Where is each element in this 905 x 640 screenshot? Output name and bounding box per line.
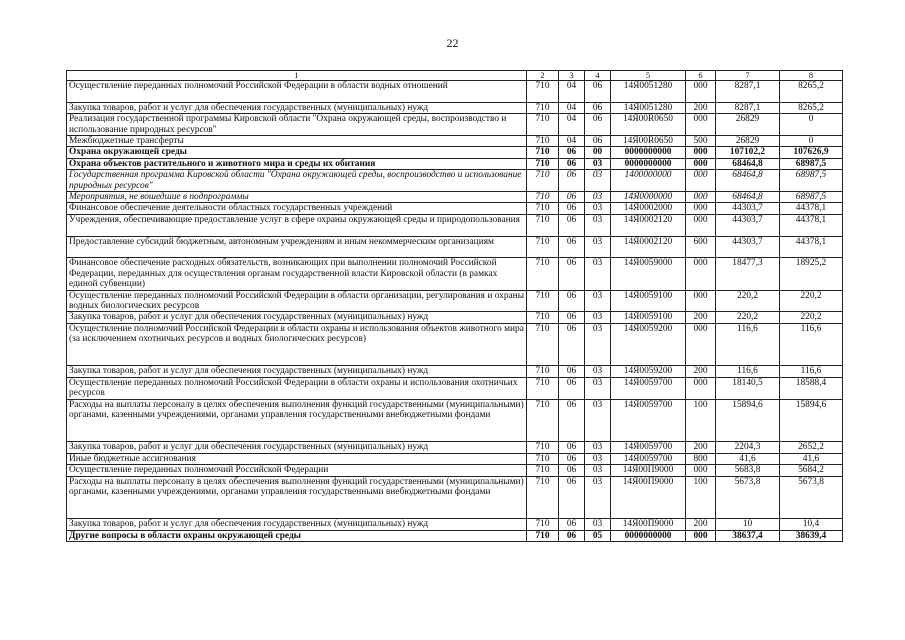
row-code-target: 14Я0059100	[611, 290, 686, 312]
table-row	[67, 114, 843, 136]
row-code-type: 000	[686, 114, 716, 136]
row-code-section: 06	[559, 465, 585, 476]
row-code-section: 06	[559, 192, 585, 203]
row-code-target: 14Я0059700	[611, 442, 686, 453]
row-value-year2: 44378,1	[780, 214, 843, 236]
row-code-subsection: 03	[585, 192, 611, 203]
row-value-year1: 116,6	[716, 366, 780, 377]
row-name: Иные бюджетные ассигнования	[67, 453, 527, 464]
header-cell: 8	[780, 71, 843, 81]
row-name: Закупка товаров, работ и услуг для обеспечения государственных (муниципальных) нужд	[67, 366, 527, 377]
table-row	[67, 453, 843, 464]
row-value-year1: 68464,8	[716, 170, 780, 192]
row-code-ministry: 710	[527, 312, 559, 323]
row-code-type: 000	[686, 81, 716, 103]
row-code-target: 14Я0059100	[611, 312, 686, 323]
row-value-year2: 41,6	[780, 453, 843, 464]
row-code-subsection: 05	[585, 530, 611, 541]
row-value-year2: 15894,6	[780, 399, 843, 442]
row-code-type: 200	[686, 102, 716, 113]
row-value-year2: 44378,1	[780, 236, 843, 258]
row-code-section: 06	[559, 214, 585, 236]
row-code-section: 06	[559, 366, 585, 377]
row-code-type: 200	[686, 519, 716, 530]
row-code-type: 000	[686, 258, 716, 290]
row-name: Закупка товаров, работ и услуг для обеспечения государственных (муниципальных) нужд	[67, 519, 527, 530]
row-value-year2: 220,2	[780, 312, 843, 323]
row-value-year2: 8265,2	[780, 102, 843, 113]
row-code-subsection: 03	[585, 214, 611, 236]
row-code-ministry: 710	[527, 465, 559, 476]
row-code-type: 500	[686, 136, 716, 147]
row-value-year2: 5684,2	[780, 465, 843, 476]
row-code-subsection: 03	[585, 170, 611, 192]
row-name: Учреждения, обеспечивающие предоставление услуг в сфере охраны окружающей среды и природопользования	[67, 214, 527, 236]
row-value-year1: 220,2	[716, 290, 780, 312]
row-value-year1: 8287,1	[716, 81, 780, 103]
table-row	[67, 214, 843, 236]
row-code-target: 14Я0059700	[611, 453, 686, 464]
row-code-type: 100	[686, 476, 716, 519]
table-row	[67, 312, 843, 323]
row-value-year1: 44303,7	[716, 203, 780, 214]
row-value-year1: 116,6	[716, 323, 780, 366]
row-name: Финансовое обеспечение деятельности областных государственных учреждений	[67, 203, 527, 214]
row-code-target: 14Я00П9000	[611, 519, 686, 530]
table-row	[67, 158, 843, 169]
row-code-subsection: 03	[585, 465, 611, 476]
table-row	[67, 258, 843, 290]
row-code-target: 1400000000	[611, 170, 686, 192]
row-code-subsection: 06	[585, 102, 611, 113]
budget-table	[66, 70, 843, 542]
row-value-year2: 38639,4	[780, 530, 843, 541]
row-code-type: 000	[686, 158, 716, 169]
row-code-subsection: 06	[585, 81, 611, 103]
row-value-year2: 68987,5	[780, 192, 843, 203]
row-code-target: 14Я0002120	[611, 236, 686, 258]
row-code-subsection: 03	[585, 258, 611, 290]
row-value-year2: 116,6	[780, 323, 843, 366]
row-code-target: 14Я00П9000	[611, 465, 686, 476]
table-row	[67, 170, 843, 192]
row-code-target: 0000000000	[611, 147, 686, 158]
row-code-target: 14Я0002000	[611, 203, 686, 214]
row-value-year2: 5673,8	[780, 476, 843, 519]
row-value-year2: 107626,9	[780, 147, 843, 158]
row-value-year1: 15894,6	[716, 399, 780, 442]
header-cell: 2	[527, 71, 559, 81]
row-code-section: 06	[559, 312, 585, 323]
row-code-ministry: 710	[527, 399, 559, 442]
row-code-ministry: 710	[527, 453, 559, 464]
row-code-ministry: 710	[527, 214, 559, 236]
row-name: Осуществление переданных полномочий Российской Федерации в области организации, регулирования и охраны водных биологических ресурсов	[67, 290, 527, 312]
row-code-section: 06	[559, 442, 585, 453]
row-value-year1: 44303,7	[716, 236, 780, 258]
row-code-section: 06	[559, 236, 585, 258]
row-value-year2: 68987,5	[780, 170, 843, 192]
row-code-section: 06	[559, 170, 585, 192]
row-code-ministry: 710	[527, 81, 559, 103]
row-value-year2: 18925,2	[780, 258, 843, 290]
row-code-ministry: 710	[527, 102, 559, 113]
row-name: Осуществление переданных полномочий Российской Федерации в области охраны и использования охотничьих ресурсов	[67, 377, 527, 399]
row-code-subsection: 06	[585, 114, 611, 136]
table-row	[67, 192, 843, 203]
table-row	[67, 442, 843, 453]
row-value-year1: 5683,8	[716, 465, 780, 476]
row-code-type: 000	[686, 377, 716, 399]
row-code-type: 000	[686, 203, 716, 214]
row-code-type: 800	[686, 453, 716, 464]
row-value-year1: 68464,8	[716, 158, 780, 169]
row-code-section: 06	[559, 377, 585, 399]
row-value-year1: 18140,5	[716, 377, 780, 399]
row-code-section: 06	[559, 147, 585, 158]
header-row	[67, 71, 843, 81]
header-cell: 1	[67, 71, 527, 81]
row-value-year2: 116,6	[780, 366, 843, 377]
row-value-year1: 220,2	[716, 312, 780, 323]
row-code-ministry: 710	[527, 236, 559, 258]
row-code-section: 04	[559, 81, 585, 103]
row-code-section: 06	[559, 476, 585, 519]
row-name: Реализация государственной программы Кировской области "Охрана окружающей среды, воспроизводство и использование природных ресурсов"	[67, 114, 527, 136]
row-code-target: 14Я0002120	[611, 214, 686, 236]
row-value-year1: 41,6	[716, 453, 780, 464]
row-code-type: 100	[686, 399, 716, 442]
row-value-year1: 44303,7	[716, 214, 780, 236]
row-code-ministry: 710	[527, 290, 559, 312]
row-code-target: 0000000000	[611, 158, 686, 169]
row-code-type: 000	[686, 290, 716, 312]
row-name: Закупка товаров, работ и услуг для обеспечения государственных (муниципальных) нужд	[67, 442, 527, 453]
row-name: Осуществление переданных полномочий Российской Федерации	[67, 465, 527, 476]
table-row	[67, 81, 843, 103]
row-code-ministry: 710	[527, 114, 559, 136]
row-code-section: 06	[559, 323, 585, 366]
row-value-year2: 2652,2	[780, 442, 843, 453]
header-cell: 4	[585, 71, 611, 81]
row-code-target: 14Я0059200	[611, 323, 686, 366]
row-value-year2: 220,2	[780, 290, 843, 312]
row-code-section: 06	[559, 453, 585, 464]
row-code-ministry: 710	[527, 377, 559, 399]
table-row	[67, 323, 843, 366]
row-code-section: 04	[559, 102, 585, 113]
row-code-target: 14Я0059700	[611, 377, 686, 399]
row-code-type: 200	[686, 312, 716, 323]
row-code-subsection: 03	[585, 366, 611, 377]
row-code-section: 04	[559, 114, 585, 136]
row-code-section: 06	[559, 158, 585, 169]
row-code-ministry: 710	[527, 158, 559, 169]
row-name: Осуществление полномочий Российской Федерации в области охраны и использования объектов животного мира (за исключением охотничьих ресурсов и водных биологических ресурсов)	[67, 323, 527, 366]
row-name: Другие вопросы в области охраны окружающей среды	[67, 530, 527, 541]
table-row	[67, 136, 843, 147]
row-code-subsection: 03	[585, 312, 611, 323]
row-code-type: 600	[686, 236, 716, 258]
row-value-year1: 68464,8	[716, 192, 780, 203]
row-code-type: 000	[686, 323, 716, 366]
row-value-year2: 0	[780, 136, 843, 147]
table-row	[67, 236, 843, 258]
row-code-subsection: 00	[585, 147, 611, 158]
row-value-year2: 18588,4	[780, 377, 843, 399]
row-code-subsection: 03	[585, 399, 611, 442]
row-code-section: 06	[559, 290, 585, 312]
row-code-ministry: 710	[527, 192, 559, 203]
row-code-subsection: 03	[585, 203, 611, 214]
row-code-target: 14Я0051280	[611, 81, 686, 103]
row-name: Охрана окружающей среды	[67, 147, 527, 158]
header-cell: 7	[716, 71, 780, 81]
row-code-ministry: 710	[527, 136, 559, 147]
row-code-subsection: 03	[585, 476, 611, 519]
page-number: 22	[446, 36, 459, 50]
row-code-subsection: 03	[585, 158, 611, 169]
table-body	[67, 81, 843, 542]
row-value-year1: 5673,8	[716, 476, 780, 519]
row-value-year2: 0	[780, 114, 843, 136]
header-cell: 5	[611, 71, 686, 81]
table-row	[67, 476, 843, 519]
table-row	[67, 366, 843, 377]
row-value-year1: 26829	[716, 114, 780, 136]
table-row	[67, 377, 843, 399]
row-code-target: 14Я00R0650	[611, 114, 686, 136]
row-name: Межбюджетные трансферты	[67, 136, 527, 147]
row-code-target: 14Я00R0650	[611, 136, 686, 147]
row-name: Предоставление субсидий бюджетным, автономным учреждениям и иным некоммерческим организациям	[67, 236, 527, 258]
row-code-section: 06	[559, 519, 585, 530]
row-code-subsection: 03	[585, 453, 611, 464]
row-value-year1: 107102,2	[716, 147, 780, 158]
row-code-type: 000	[686, 192, 716, 203]
row-code-subsection: 03	[585, 323, 611, 366]
table-row	[67, 530, 843, 541]
row-code-ministry: 710	[527, 366, 559, 377]
row-value-year2: 68987,5	[780, 158, 843, 169]
table-row	[67, 290, 843, 312]
row-code-type: 200	[686, 366, 716, 377]
row-code-ministry: 710	[527, 530, 559, 541]
row-code-section: 04	[559, 136, 585, 147]
table-row	[67, 465, 843, 476]
row-code-ministry: 710	[527, 258, 559, 290]
header-cell: 3	[559, 71, 585, 81]
row-code-type: 000	[686, 465, 716, 476]
row-value-year1: 26829	[716, 136, 780, 147]
row-code-ministry: 710	[527, 442, 559, 453]
row-code-target: 14Я0000000	[611, 192, 686, 203]
row-code-section: 06	[559, 203, 585, 214]
row-code-subsection: 03	[585, 236, 611, 258]
row-code-target: 14Я0051280	[611, 102, 686, 113]
row-value-year1: 2204,3	[716, 442, 780, 453]
row-code-subsection: 03	[585, 290, 611, 312]
row-code-section: 06	[559, 530, 585, 541]
row-value-year2: 44378,1	[780, 203, 843, 214]
row-name: Расходы на выплаты персоналу в целях обеспечения выполнения функций государственными (муниципальными) органами, казенными учреждениями, органами управления государственными внебюджетными фондами	[67, 476, 527, 519]
row-code-target: 14Я0059000	[611, 258, 686, 290]
row-name: Охрана объектов растительного и животного мира и среды их обитания	[67, 158, 527, 169]
row-code-ministry: 710	[527, 519, 559, 530]
table-row	[67, 102, 843, 113]
row-code-target: 14Я00П9000	[611, 476, 686, 519]
header-cell: 6	[686, 71, 716, 81]
row-name: Государственная программа Кировской области "Охрана окружающей среды, воспроизводство и использование природных ресурсов"	[67, 170, 527, 192]
row-name: Осуществление переданных полномочий Российской Федерации в области водных отношений	[67, 81, 527, 103]
table-row	[67, 147, 843, 158]
row-name: Закупка товаров, работ и услуг для обеспечения государственных (муниципальных) нужд	[67, 102, 527, 113]
row-code-ministry: 710	[527, 203, 559, 214]
row-code-subsection: 03	[585, 377, 611, 399]
row-code-type: 000	[686, 214, 716, 236]
row-code-type: 000	[686, 147, 716, 158]
row-name: Расходы на выплаты персоналу в целях обеспечения выполнения функций государственными (муниципальными) органами, казенными учреждениями, органами управления государственными внебюджетными фондами	[67, 399, 527, 442]
row-value-year2: 10,4	[780, 519, 843, 530]
row-code-target: 0000000000	[611, 530, 686, 541]
row-code-section: 06	[559, 399, 585, 442]
row-code-target: 14Я0059200	[611, 366, 686, 377]
row-value-year2: 8265,2	[780, 81, 843, 103]
row-value-year1: 8287,1	[716, 102, 780, 113]
row-code-ministry: 710	[527, 170, 559, 192]
table-row	[67, 399, 843, 442]
row-name: Финансовое обеспечение расходных обязательств, возникающих при выполнении полномочий Российской Федерации, переданных для осуществления органам государственной власти Кировской области (в рамках единой субвенции)	[67, 258, 527, 290]
row-code-subsection: 03	[585, 519, 611, 530]
row-name: Мероприятия, не вошедшие в подпрограммы	[67, 192, 527, 203]
row-code-ministry: 710	[527, 147, 559, 158]
table-row	[67, 203, 843, 214]
row-value-year1: 38637,4	[716, 530, 780, 541]
row-name: Закупка товаров, работ и услуг для обеспечения государственных (муниципальных) нужд	[67, 312, 527, 323]
row-code-subsection: 03	[585, 442, 611, 453]
table-row	[67, 519, 843, 530]
row-code-ministry: 710	[527, 323, 559, 366]
row-code-ministry: 710	[527, 476, 559, 519]
row-code-subsection: 06	[585, 136, 611, 147]
row-value-year1: 10	[716, 519, 780, 530]
row-code-section: 06	[559, 258, 585, 290]
row-value-year1: 18477,3	[716, 258, 780, 290]
row-code-type: 200	[686, 442, 716, 453]
row-code-type: 000	[686, 170, 716, 192]
row-code-target: 14Я0059700	[611, 399, 686, 442]
row-code-type: 000	[686, 530, 716, 541]
